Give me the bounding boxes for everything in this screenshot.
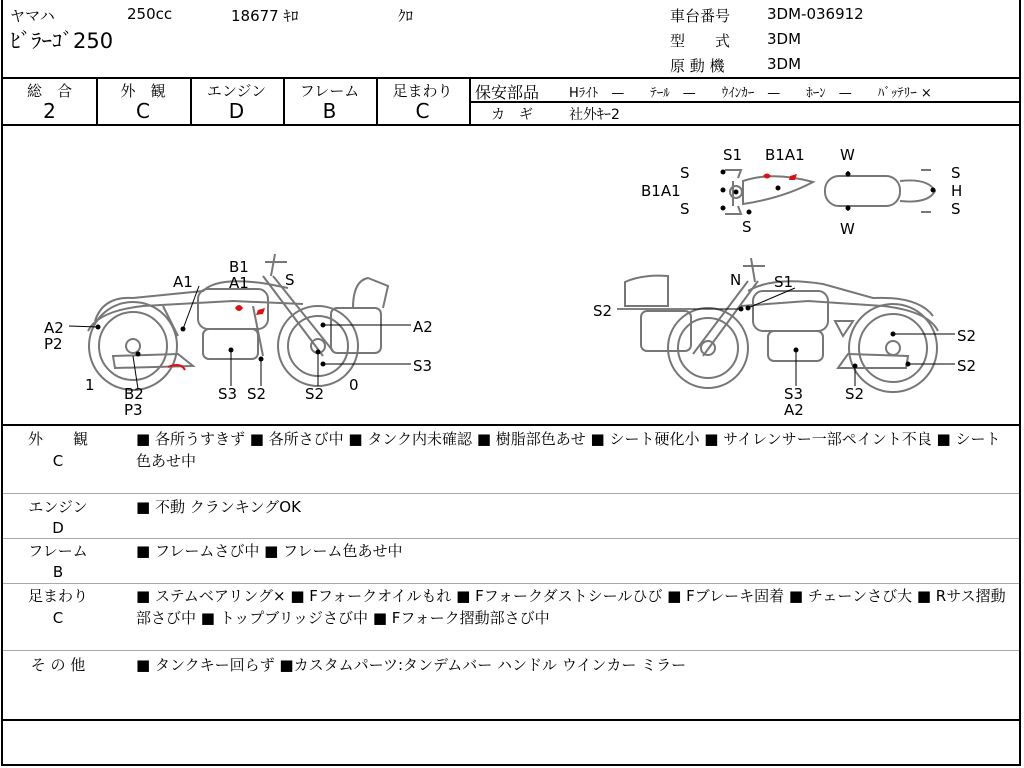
color: ｸﾛ bbox=[398, 7, 414, 25]
diagram-label: S2 bbox=[957, 357, 977, 375]
diagram-label: B2 bbox=[124, 385, 144, 403]
divider bbox=[3, 493, 1019, 494]
diagram-label: S3 bbox=[218, 385, 238, 403]
grade-value-overall: 2 bbox=[43, 99, 56, 123]
diagram-label: S bbox=[285, 271, 295, 289]
remark-grade-engine: D bbox=[52, 519, 64, 537]
grade-value-suspension: C bbox=[415, 99, 430, 123]
key-label: カ ギ bbox=[491, 107, 533, 123]
diagram-label: 1 bbox=[85, 376, 95, 394]
diagram-label: S2 bbox=[247, 385, 267, 403]
remark-text-frame: ■ フレームさび中 ■ フレーム色あせ中 bbox=[136, 542, 403, 560]
divider bbox=[3, 719, 1019, 721]
engine-type-label: 原 動 機 bbox=[670, 57, 725, 75]
frame-number-value: 3DM-036912 bbox=[767, 5, 864, 23]
grade-label-suspension: 足まわり bbox=[392, 82, 453, 100]
diagram-label: W bbox=[840, 220, 855, 238]
inspection-sheet bbox=[1, 0, 1021, 766]
diagram-label: S3 bbox=[784, 385, 804, 403]
diagram-label: P3 bbox=[124, 401, 143, 419]
diagram-label: P2 bbox=[44, 335, 63, 353]
grade-label-exterior: 外 観 bbox=[120, 82, 166, 100]
motorcycle-top-view bbox=[725, 170, 935, 214]
engine-type-value: 3DM bbox=[767, 55, 802, 73]
displacement: 250cc bbox=[127, 5, 173, 23]
remark-grade-exterior: C bbox=[52, 452, 64, 470]
diagram-label: S1 bbox=[774, 273, 794, 291]
diagram-label: N bbox=[730, 271, 742, 289]
mileage: 18677 ｷﾛ bbox=[231, 7, 299, 25]
model-type-value: 3DM bbox=[767, 30, 802, 48]
diagram-label: S bbox=[680, 164, 690, 182]
diagram-label: S bbox=[680, 200, 690, 218]
diagram-label: S2 bbox=[593, 302, 613, 320]
grade-value-engine: D bbox=[228, 99, 245, 123]
diagram-label: S bbox=[951, 200, 961, 218]
grade-value-frame: B bbox=[322, 99, 337, 123]
point-markers bbox=[96, 170, 936, 369]
grade-label-frame: フレーム bbox=[299, 82, 360, 100]
remark-grade-suspension: C bbox=[52, 609, 64, 627]
maker: ヤマハ bbox=[10, 7, 55, 25]
diagram-label: A1 bbox=[229, 274, 249, 292]
diagram-label: B1A1 bbox=[765, 146, 805, 164]
remark-text-exterior: ■ 各所うすきず ■ 各所さび中 ■ タンク内未確認 ■ 樹脂部色あせ ■ シート硬化小 ■ サイレンサー一部ペイント不良 ■ シート色あせ中 bbox=[136, 430, 1001, 470]
diagram-label: S bbox=[951, 164, 961, 182]
remark-label-exterior: 外 観 bbox=[27, 430, 88, 448]
grade-value-exterior: C bbox=[136, 99, 150, 123]
diagram-label: 0 bbox=[349, 376, 359, 394]
diagram-label: A1 bbox=[173, 273, 193, 291]
frame-number-label: 車台番号 bbox=[670, 7, 731, 25]
divider bbox=[3, 583, 1019, 584]
diagram-label: W bbox=[840, 146, 855, 164]
diagram-label: B1A1 bbox=[641, 182, 681, 200]
divider bbox=[3, 650, 1019, 651]
remark-text-engine: ■ 不動 クランキングOK bbox=[136, 498, 301, 516]
remark-label-frame: フレーム bbox=[28, 542, 88, 560]
model-type-label: 型 式 bbox=[670, 32, 731, 50]
remark-label-suspension: 足まわり bbox=[27, 587, 88, 605]
divider bbox=[3, 538, 1019, 539]
remark-grade-frame: B bbox=[52, 563, 64, 581]
grade-label-overall: 総 合 bbox=[26, 82, 72, 100]
diagram-label: A2 bbox=[784, 401, 804, 419]
key-value: 社外ｷｰ2 bbox=[569, 107, 620, 123]
model-name: ﾋﾞﾗｰｺﾞ250 bbox=[10, 29, 114, 53]
diagram-label: S2 bbox=[957, 327, 977, 345]
divider bbox=[469, 101, 1019, 103]
diagram-label: H bbox=[951, 182, 963, 200]
remark-label-other: そ の 他 bbox=[30, 656, 86, 674]
safety-parts-label: 保安部品 bbox=[475, 83, 540, 102]
damage-diagram bbox=[3, 126, 1019, 424]
diagram-label: S bbox=[742, 218, 752, 236]
divider bbox=[3, 77, 1019, 79]
divider bbox=[3, 424, 1019, 426]
diagram-label: S1 bbox=[723, 146, 743, 164]
grade-label-engine: エンジン bbox=[206, 82, 267, 100]
diagram-label: S3 bbox=[413, 357, 433, 375]
remark-text-suspension: ■ ステムベアリング× ■ Fフォークオイルもれ ■ Fフォークダストシールひび ■ Fブレーキ固着 ■ チェーンさび大 ■ Rサス摺動部さび中 ■ トップブリッジさび中 ■ Fフォーク摺動部さび中 bbox=[136, 587, 1006, 627]
remark-text-other: ■ タンクキー回らず ■カスタムパーツ:タンデムバー ハンドル ウインカー ミラー bbox=[136, 656, 687, 674]
remark-label-engine: エンジン bbox=[28, 498, 88, 516]
diagram-label: B1 bbox=[229, 258, 249, 276]
safety-parts-items: Hﾗｲﾄ — ﾃｰﾙ — ｳｲﾝｶｰ — ﾎｰﾝ — ﾊﾞｯﾃﾘｰ × bbox=[569, 86, 932, 101]
diagram-label: A2 bbox=[44, 319, 64, 337]
divider bbox=[469, 77, 471, 124]
diagram-label: S2 bbox=[845, 385, 865, 403]
diagram-label: A2 bbox=[413, 318, 433, 336]
diagram-label: S2 bbox=[305, 385, 325, 403]
